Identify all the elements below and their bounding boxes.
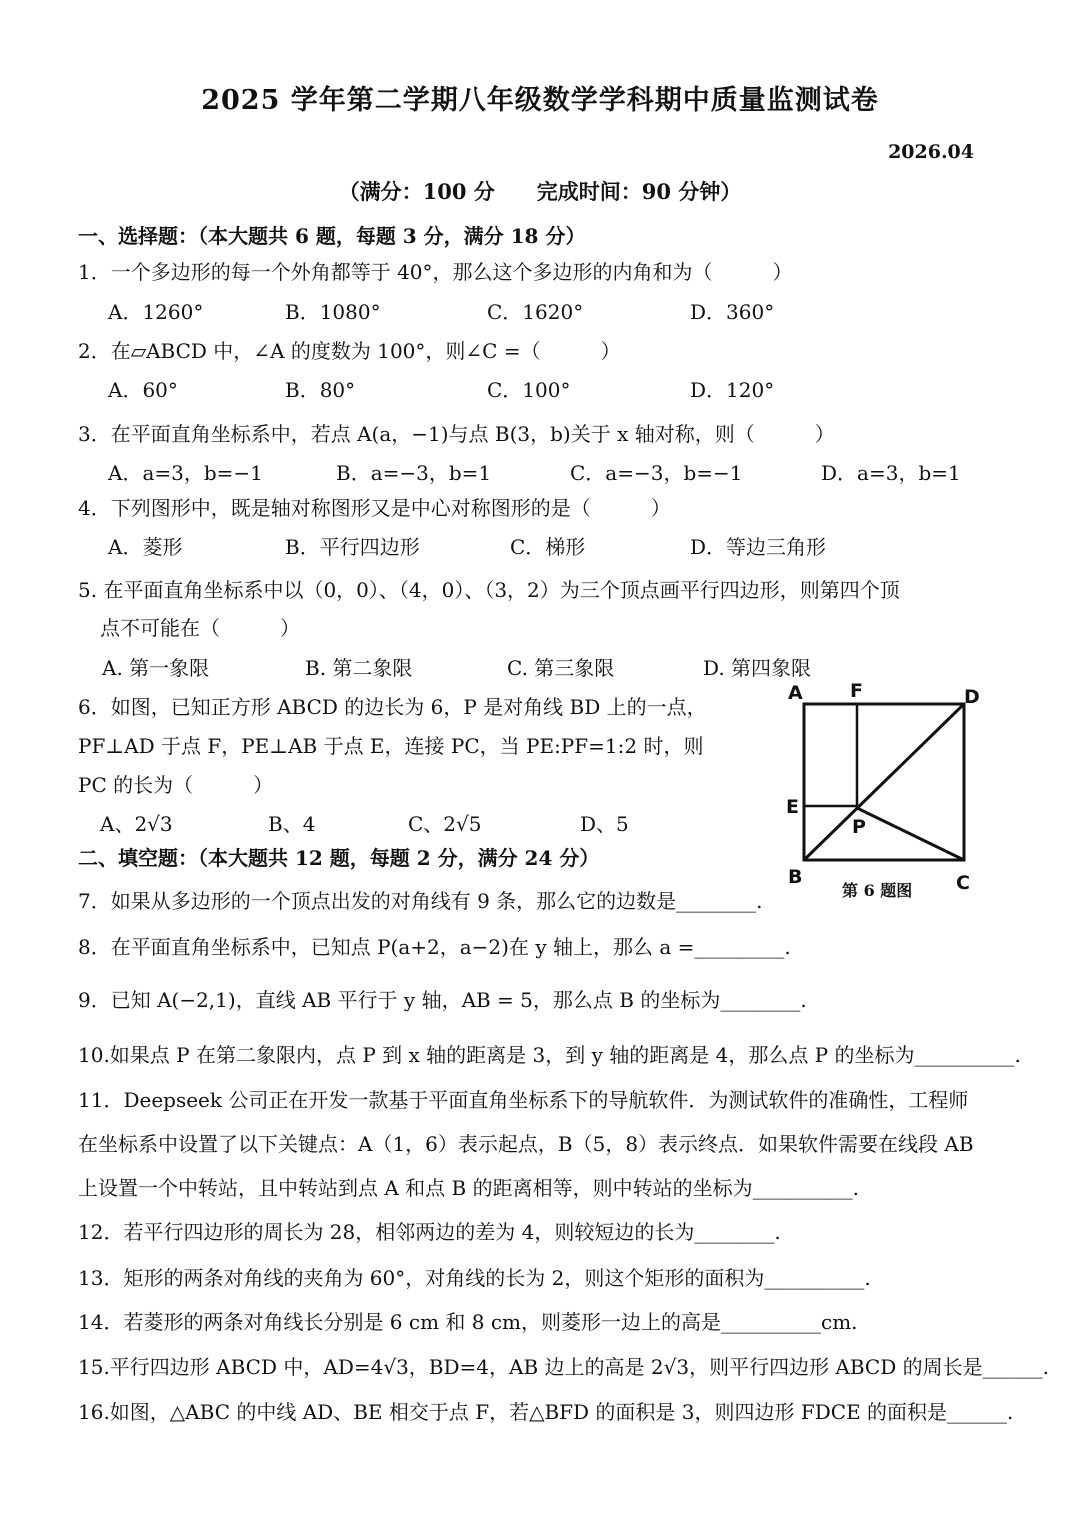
q3-option-a: A．a=3，b=−1 [108, 461, 263, 485]
q1-option-d: D．360° [690, 300, 775, 324]
question-15: 15.平行四边形 ABCD 中，AD=4√3，BD=4，AB 边上的高是 2√3，则平行四边形 ABCD 的周长是______. [78, 1355, 1049, 1379]
q6-option-b: B、4 [268, 812, 316, 836]
question-8: 8．在平面直角坐标系中，已知点 P(a+2，a−2)在 y 轴上，那么 a =_________. [78, 935, 791, 959]
figure-caption: 第 6 题图 [842, 881, 913, 900]
exam-subtitle: （满分：100 分 完成时间：90 分钟） [338, 179, 742, 204]
question-7: 7．如果从多边形的一个顶点出发的对角线有 9 条，那么它的边数是________. [78, 889, 763, 913]
q3-option-b: B．a=−3，b=1 [336, 461, 492, 485]
q2-option-b: B．80° [285, 378, 356, 402]
question-12: 12．若平行四边形的周长为 28，相邻两边的差为 4，则较短边的长为________. [78, 1220, 781, 1244]
q4-option-b: B．平行四边形 [285, 535, 420, 559]
question-2: 2．在▱ABCD 中，∠A 的度数为 100°，则∠C =（ ） [78, 339, 621, 363]
q3-option-d: D．a=3，b=1 [821, 461, 961, 485]
q4-option-c: C．梯形 [510, 535, 586, 559]
q5-option-c: C. 第三象限 [507, 656, 615, 680]
q2-option-c: C．100° [487, 378, 571, 402]
q6-option-a: A、2√3 [100, 812, 173, 836]
question-11-line-3: 上设置一个中转站，且中转站到点 A 和点 B 的距离相等，则中转站的坐标为__________. [78, 1176, 859, 1200]
label-d: D [964, 686, 980, 708]
exam-title: 2025 学年第二学期八年级数学学科期中质量监测试卷 [201, 85, 879, 116]
segment-pc [857, 808, 964, 860]
q6-option-d: D、5 [580, 812, 629, 836]
question-5-line-1: 5. 在平面直角坐标系中以（0，0）、（4，0）、（3，2）为三个顶点画平行四边形，则第四个顶 [78, 578, 900, 602]
question-11-line-1: 11．Deepseek 公司正在开发一款基于平面直角坐标系下的导航软件．为测试软件的准确性，工程师 [78, 1088, 969, 1112]
section-1-heading: 一、选择题：（本大题共 6 题，每题 3 分，满分 18 分） [78, 224, 586, 248]
label-a: A [788, 682, 803, 704]
question-9: 9．已知 A(−2,1)，直线 AB 平行于 y 轴，AB = 5，那么点 B 的坐标为________. [78, 988, 807, 1012]
question-14: 14．若菱形的两条对角线长分别是 6 cm 和 8 cm，则菱形一边上的高是__________cm. [78, 1310, 858, 1334]
question-6-line-3: PC 的长为（ ） [78, 773, 274, 797]
question-5-line-2: 点不可能在（ ） [100, 616, 300, 640]
question-6-figure [770, 678, 1000, 908]
question-11-line-2: 在坐标系中设置了以下关键点：A（1，6）表示起点，B（5，8）表示终点．如果软件需要在线段 AB [78, 1132, 974, 1156]
question-16: 16.如图，△ABC 的中线 AD、BE 相交于点 F，若△BFD 的面积是 3，则四边形 FDCE 的面积是______. [78, 1400, 1014, 1424]
label-e: E [786, 796, 799, 818]
q1-option-b: B．1080° [285, 300, 381, 324]
q2-option-d: D．120° [690, 378, 775, 402]
q1-option-c: C．1620° [487, 300, 584, 324]
q5-option-d: D. 第四象限 [703, 656, 812, 680]
q5-option-b: B. 第二象限 [305, 656, 413, 680]
q4-option-d: D．等边三角形 [690, 535, 827, 559]
question-6-line-2: PF⊥AD 于点 F，PE⊥AB 于点 E，连接 PC，当 PE:PF=1:2 时，则 [78, 734, 704, 758]
question-6-line-1: 6．如图，已知正方形 ABCD 的边长为 6，P 是对角线 BD 上的一点， [78, 695, 707, 719]
label-b: B [788, 866, 803, 888]
label-f: F [850, 680, 863, 702]
q4-option-a: A．菱形 [108, 535, 183, 559]
q6-option-c: C、2√5 [408, 812, 482, 836]
question-13: 13．矩形的两条对角线的夹角为 60°，对角线的长为 2，则这个矩形的面积为__________. [78, 1266, 871, 1290]
label-c: C [956, 872, 970, 894]
q1-option-a: A．1260° [108, 300, 204, 324]
question-10: 10.如果点 P 在第二象限内，点 P 到 x 轴的距离是 3，到 y 轴的距离是 4，那么点 P 的坐标为__________. [78, 1043, 1021, 1067]
question-3: 3．在平面直角坐标系中，若点 A(a，−1)与点 B(3，b)关于 x 轴对称，则（ ） [78, 422, 835, 446]
q2-option-a: A．60° [108, 378, 178, 402]
diagonal-bd [804, 704, 964, 860]
label-p: P [852, 816, 866, 838]
section-2-heading: 二、填空题：（本大题共 12 题，每题 2 分，满分 24 分） [78, 846, 600, 870]
q5-option-a: A. 第一象限 [102, 656, 210, 680]
q3-option-c: C．a=−3，b=−1 [570, 461, 743, 485]
exam-date: 2026.04 [888, 141, 974, 163]
question-1: 1．一个多边形的每一个外角都等于 40°，那么这个多边形的内角和为（ ） [78, 260, 793, 284]
question-4: 4．下列图形中，既是轴对称图形又是中心对称图形的是（ ） [78, 496, 671, 520]
